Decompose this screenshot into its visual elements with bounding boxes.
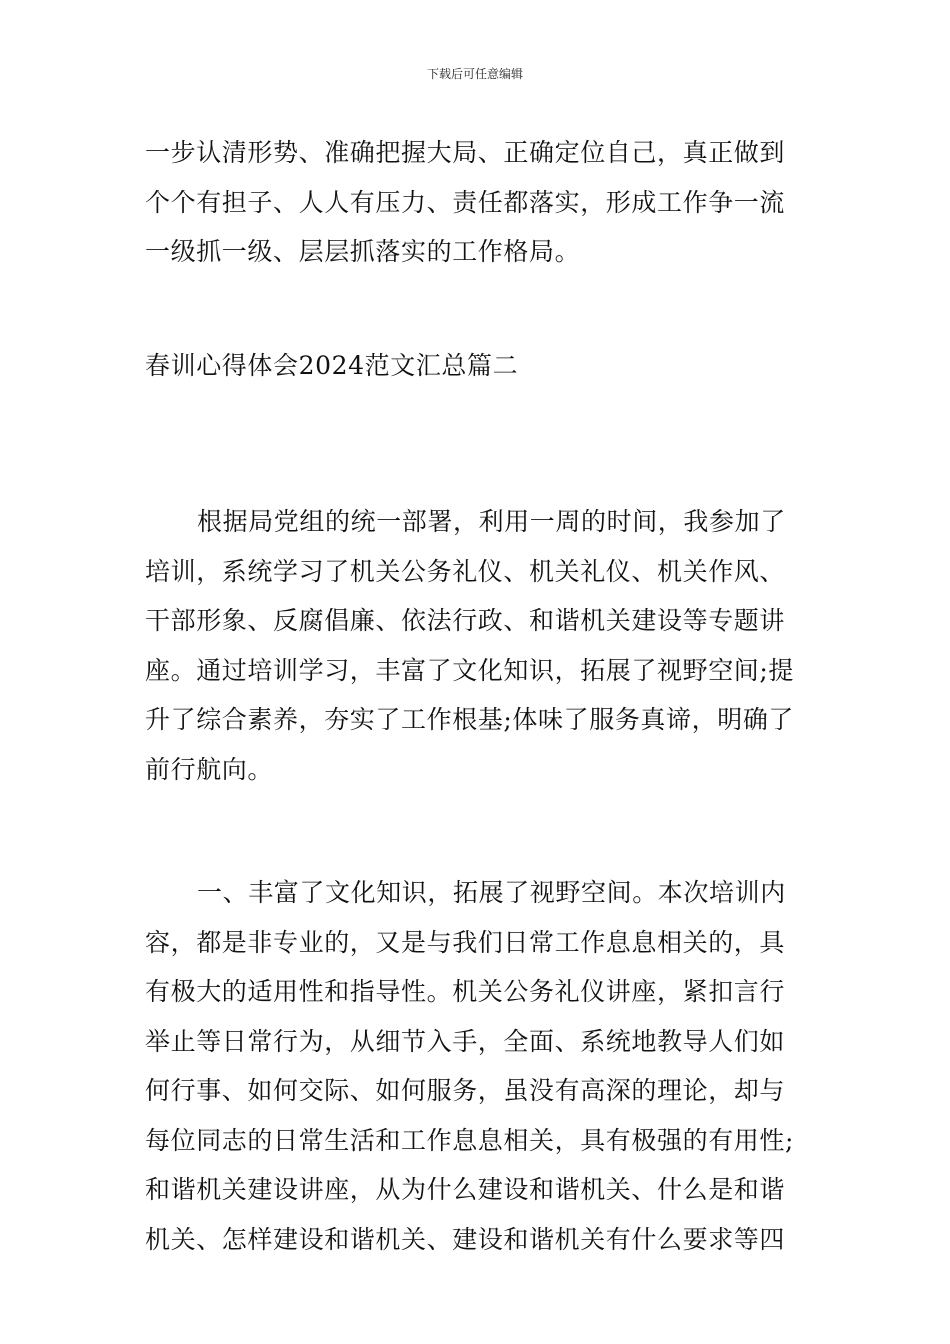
paragraph-one (145, 868, 810, 1264)
text-line: 座。通过培训学习，丰富了文化知识，拓展了视野空间;提 (145, 655, 795, 685)
text-line: 个个有担子、人人有压力、责任都落实，形成工作争一流 (145, 187, 786, 217)
paragraph-continued (145, 128, 810, 277)
text-line: 举止等日常行为，从细节入手，全面、系统地教导人们如 (145, 1026, 786, 1056)
text-line: 培训，系统学习了机关公务礼仪、机关礼仪、机关作风、 (145, 556, 786, 586)
text-line: 每位同志的日常生活和工作息息相关，具有极强的有用性; (145, 1125, 795, 1155)
text-line: 干部形象、反腐倡廉、依法行政、和谐机关建设等专题讲 (145, 606, 786, 635)
text-line: 升了综合素养，夯实了工作根基;体味了服务真谛，明确了 (145, 705, 795, 734)
text-line: 一、丰富了文化知识，拓展了视野空间。本次培训内 (197, 878, 786, 907)
text-line: 和谐机关建设讲座，从为什么建设和谐机关、什么是和谐 (145, 1175, 786, 1204)
paragraph-intro (145, 497, 810, 794)
spacer (145, 277, 810, 341)
text-line: 一级抓一级、层层抓落实的工作格局。 (145, 237, 581, 266)
spacer (145, 794, 810, 868)
section-title-text: 春训心得体会2024范文汇总篇二 (145, 350, 519, 380)
text-line: 何行事、如何交际、如何服务，虽没有高深的理论，却与 (145, 1076, 786, 1105)
text-line: 机关、怎样建设和谐机关、建设和谐机关有什么要求等四 (145, 1224, 786, 1254)
text-line: 根据局党组的统一部署，利用一周的时间，我参加了 (197, 507, 786, 536)
text-line: 有极大的适用性和指导性。机关公务礼仪讲座，紧扣言行 (145, 977, 786, 1006)
page-header-note: 下载后可任意编辑 (426, 67, 523, 81)
text-line: 一步认清形势、准确把握大局、正确定位自己，真正做到 (145, 138, 786, 167)
section-title (145, 341, 810, 391)
spacer (145, 390, 810, 497)
document-body (145, 128, 810, 1264)
text-line: 前行航向。 (145, 754, 274, 784)
text-line: 容，都是非专业的，又是与我们日常工作息息相关的，具 (145, 927, 786, 957)
